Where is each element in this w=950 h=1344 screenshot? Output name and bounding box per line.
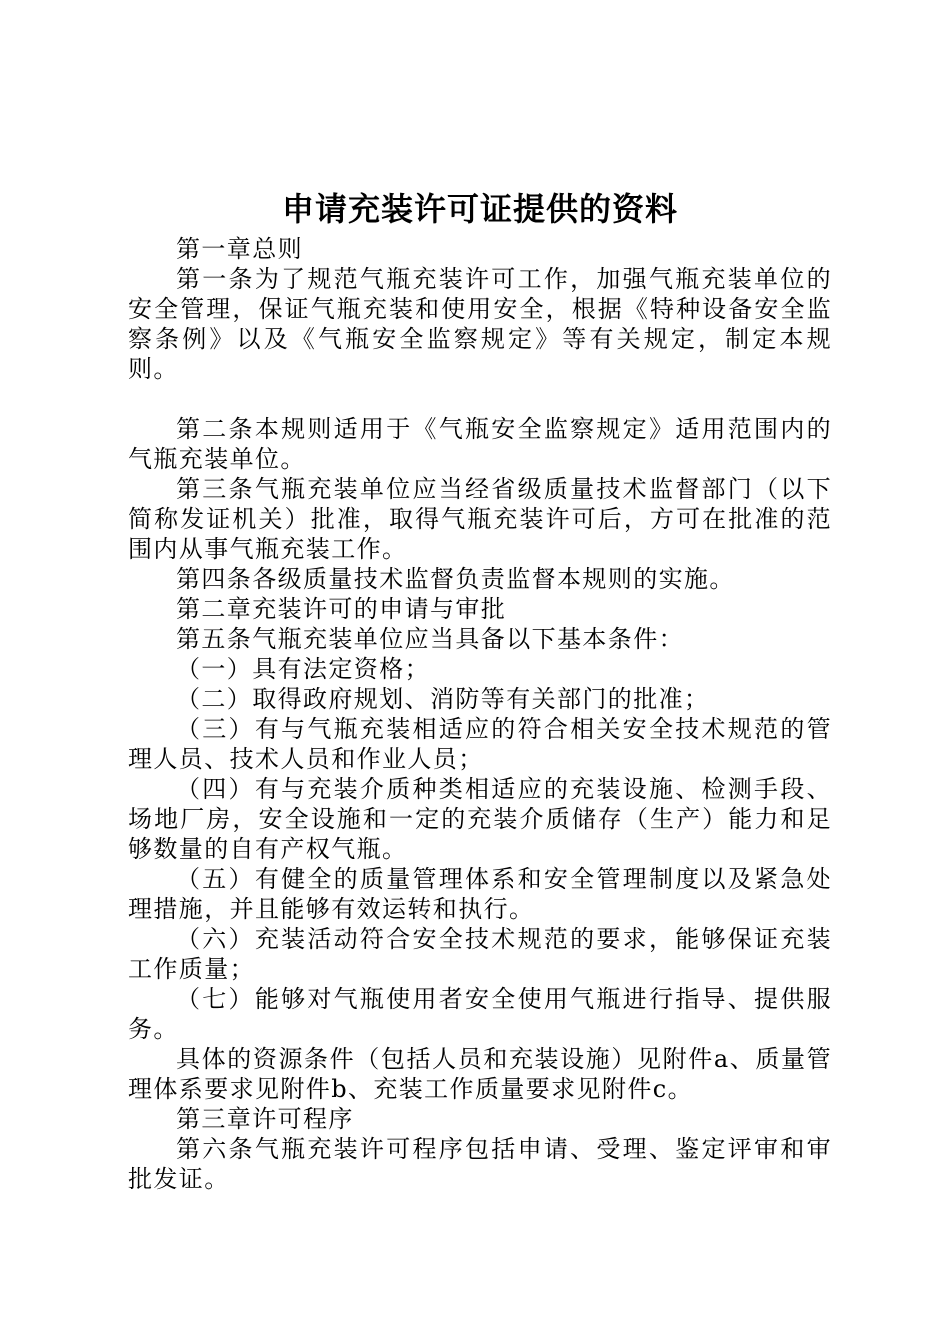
chapter-heading: 第二章充装许可的申请与审批 <box>176 595 507 623</box>
document-page <box>128 0 832 1194</box>
article-paragraph: 第一条为了规范气瓶充装许可工作，加强气瓶充装单位的安全管理，保证气瓶充装和使用安全，根据《特种设备安全监察条例》以及《气瓶安全监察规定》等有关规定，制定本规则。 <box>128 265 832 383</box>
chapter-heading: 第三章许可程序 <box>176 1105 354 1133</box>
list-item: （二）取得政府规划、消防等有关部门的批准； <box>176 685 710 713</box>
article-paragraph: 第二条本规则适用于《气瓶安全监察规定》适用范围内的气瓶充装单位。 <box>128 415 832 473</box>
list-item: （六）充装活动符合安全技术规范的要求，能够保证充装工作质量； <box>128 925 832 983</box>
list-item: （三）有与气瓶充装相适应的符合相关安全技术规范的管理人员、技术人员和作业人员； <box>128 715 832 773</box>
list-item: （一）具有法定资格； <box>176 655 430 683</box>
article-paragraph: 具体的资源条件（包括人员和充装设施）见附件a、质量管理体系要求见附件b、充装工作质量要求见附件c。 <box>128 1045 832 1103</box>
document-body <box>128 234 832 1194</box>
chapter-heading: 第一章总则 <box>176 235 303 263</box>
list-item: （七）能够对气瓶使用者安全使用气瓶进行指导、提供服务。 <box>128 985 832 1043</box>
list-item: （四）有与充装介质种类相适应的充装设施、检测手段、场地厂房，安全设施和一定的充装介质储存（生产）能力和足够数量的自有产权气瓶。 <box>128 775 832 863</box>
article-paragraph: 第五条气瓶充装单位应当具备以下基本条件： <box>176 625 684 653</box>
list-item: （五）有健全的质量管理体系和安全管理制度以及紧急处理措施，并且能够有效运转和执行。 <box>128 865 832 923</box>
document-title: 申请充装许可证提供的资料 <box>281 190 678 228</box>
article-paragraph: 第三条气瓶充装单位应当经省级质量技术监督部门（以下简称发证机关）批准，取得气瓶充装许可后，方可在批准的范围内从事气瓶充装工作。 <box>128 475 832 563</box>
article-paragraph: 第四条各级质量技术监督负责监督本规则的实施。 <box>176 565 735 593</box>
article-paragraph: 第六条气瓶充装许可程序包括申请、受理、鉴定评审和审批发证。 <box>128 1135 832 1193</box>
